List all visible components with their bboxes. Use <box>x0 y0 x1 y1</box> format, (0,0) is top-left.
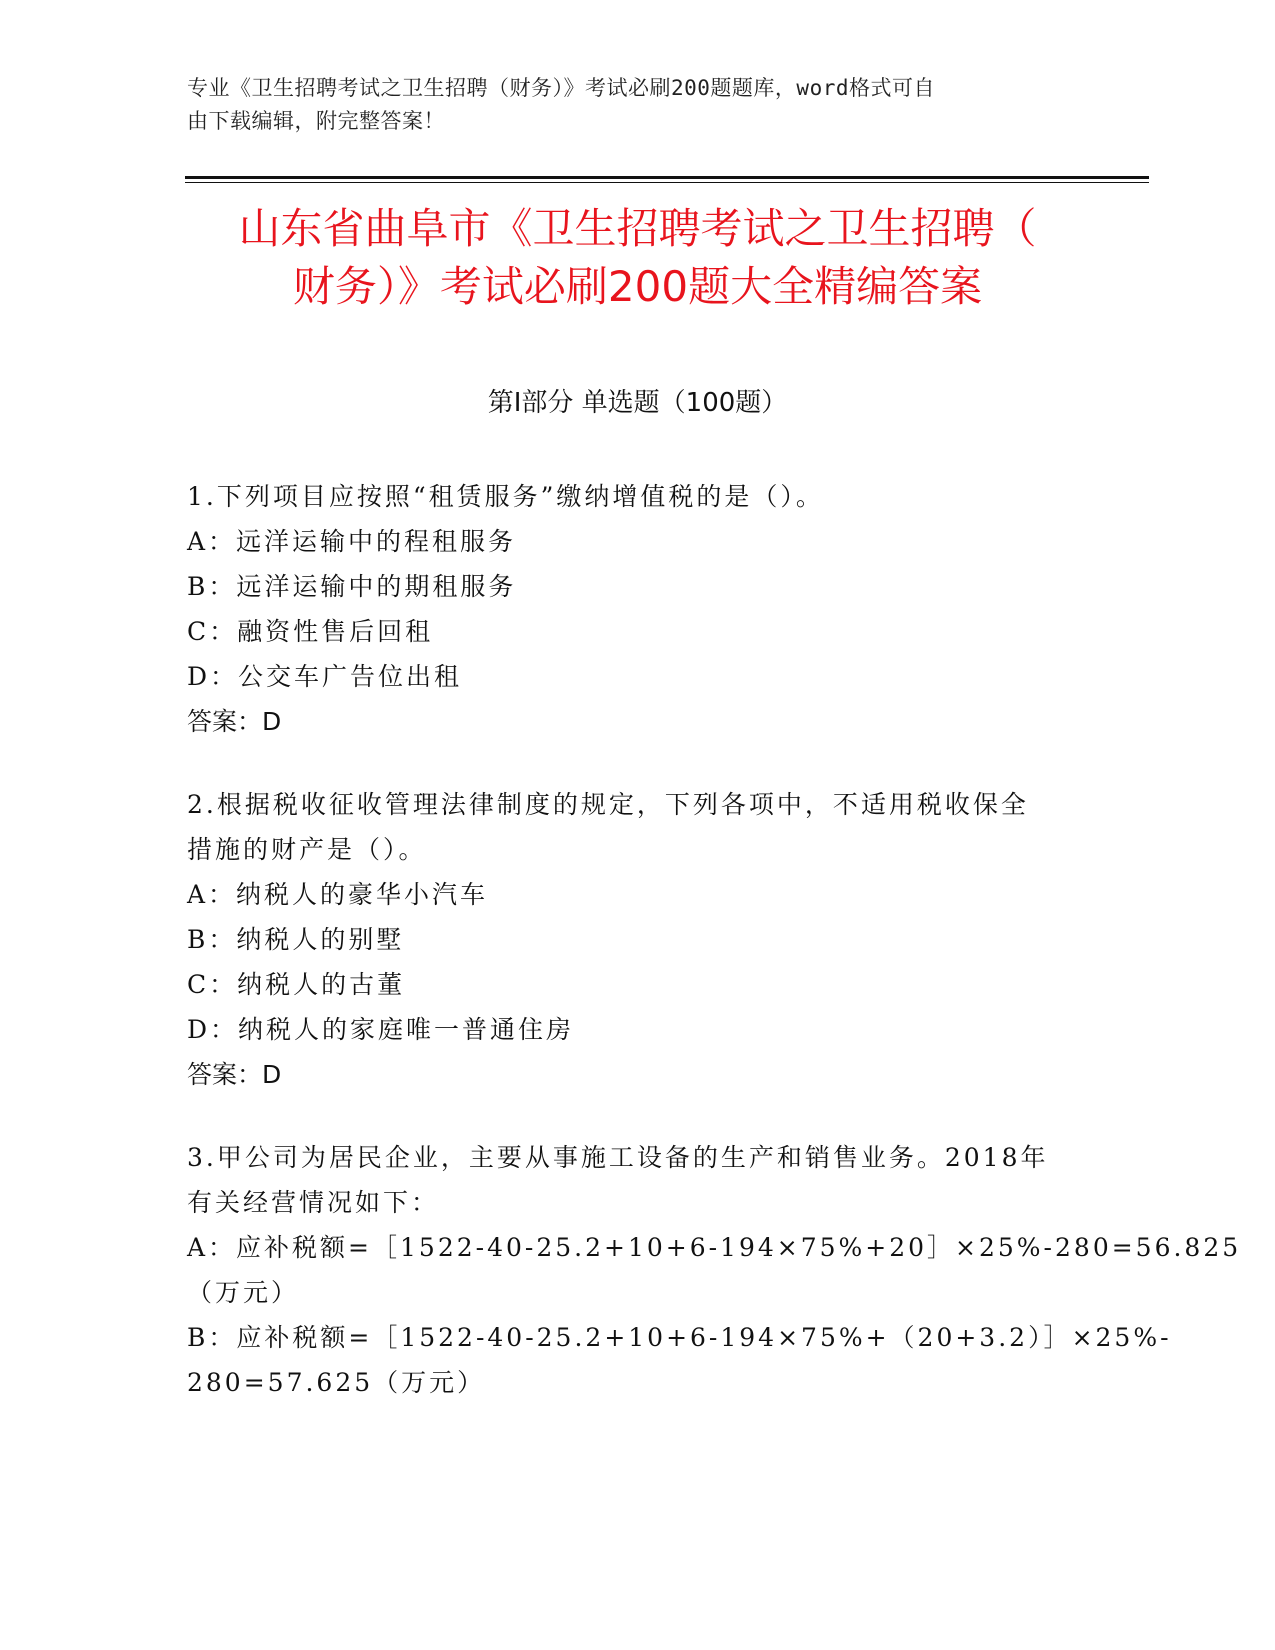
option-a: A：远洋运输中的程租服务 <box>187 527 517 556</box>
header-divider-thick <box>185 176 1149 179</box>
question-2 <box>187 782 1087 1097</box>
question-stem-line: 1.下列项目应按照“租赁服务”缴纳增值税的是（）。 <box>187 482 824 511</box>
document-title-line-2: 财务）》考试必刷200题大全精编答案 <box>292 262 983 311</box>
answer-label: 答案：D <box>187 1060 282 1089</box>
header-note-line-2: 由下载编辑，附完整答案！ <box>187 109 445 133</box>
option-a-continued: （万元） <box>187 1278 300 1307</box>
option-c: C：融资性售后回租 <box>187 617 434 646</box>
option-d: D：公交车广告位出租 <box>187 662 463 691</box>
option-b: B：应补税额=［1522-40-25.2+10+6-194×75%+（20+3.2）］×25%- <box>187 1323 1172 1352</box>
header-note <box>187 72 1067 138</box>
option-c: C：纳税人的古董 <box>187 970 406 999</box>
header-note-line-1: 专业《卫生招聘考试之卫生招聘（财务）》考试必刷200题题库，word格式可自 <box>187 76 935 100</box>
option-b-continued: 280=57.625（万元） <box>187 1368 486 1397</box>
answer-label: 答案：D <box>187 707 282 736</box>
option-a: A：纳税人的豪华小汽车 <box>187 880 489 909</box>
option-d: D：纳税人的家庭唯一普通住房 <box>187 1015 575 1044</box>
option-b: B：纳税人的别墅 <box>187 925 405 954</box>
document-title-line-1: 山东省曲阜市《卫生招聘考试之卫生招聘（ <box>238 204 1037 253</box>
question-stem-line: 2.根据税收征收管理法律制度的规定，下列各项中，不适用税收保全 <box>187 790 1029 819</box>
question-stem-line: 措施的财产是（）。 <box>187 835 427 864</box>
question-list <box>187 474 1242 1443</box>
option-b: B：远洋运输中的期租服务 <box>187 572 517 601</box>
header-divider-thin <box>185 182 1149 183</box>
question-1 <box>187 474 1087 744</box>
section-heading: 第Ⅰ部分 单选题（100题） <box>487 388 788 418</box>
option-a: A：应补税额=［1522-40-25.2+10+6-194×75%+20］×25%-280=56.825 <box>187 1233 1242 1262</box>
question-stem-line: 有关经营情况如下： <box>187 1188 440 1217</box>
question-stem-line: 3.甲公司为居民企业，主要从事施工设备的生产和销售业务。2018年 <box>187 1143 1049 1172</box>
question-3 <box>187 1135 1242 1405</box>
document-title <box>150 200 1125 316</box>
